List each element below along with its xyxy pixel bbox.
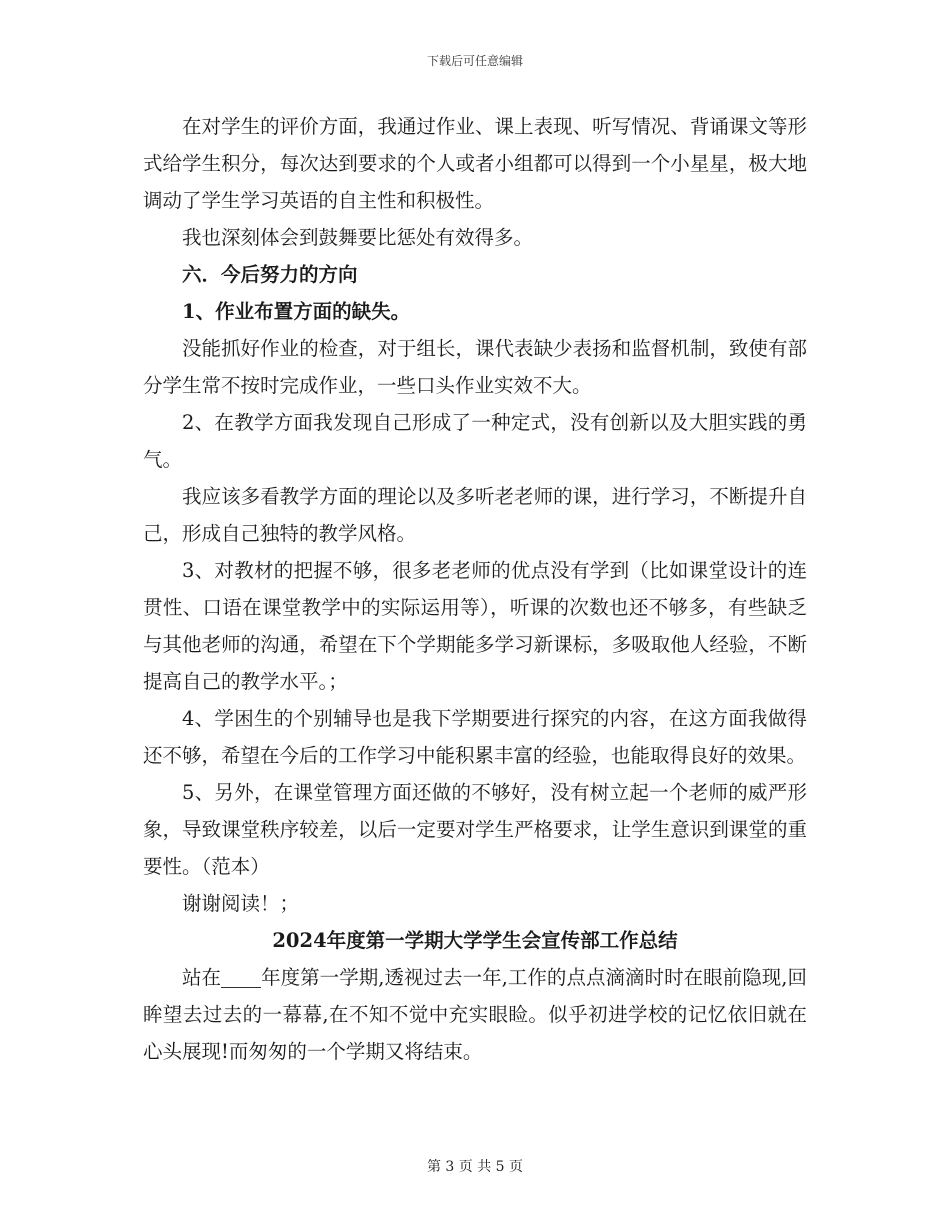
paragraph-improvement: 我应该多看教学方面的理论以及多听老老师的课，进行学习，不断提升自己，形成自己独特的教学风格。 — [143, 485, 807, 545]
paragraph-item-2: 2、在教学方面我发现自己形成了一种定式，没有创新以及大胆实践的勇气。 — [143, 411, 807, 471]
intro-text-rest: 年度第一学期,透视过去一年,工作的点点滴滴时时在眼前隐现,回眸望去过去的一幕幕,在不知不觉中充实眼睑。似乎初进学校的记忆依旧就在心头展现!而匆匆的一个学期又将结束。 — [143, 966, 807, 1063]
intro-text-start: 站在 — [182, 966, 222, 989]
document-body — [143, 108, 807, 1070]
paragraph-homework: 没能抓好作业的检查，对于组长，课代表缺少表扬和监督机制，致使有部分学生常不按时完成作业，一些口头作业实效不大。 — [143, 337, 807, 397]
paragraph-intro — [143, 959, 807, 1070]
paragraph-thanks: 谢谢阅读！； — [182, 892, 300, 915]
paragraph-encouragement: 我也深刻体会到鼓舞要比惩处有效得多。 — [182, 226, 534, 249]
paragraph-item-5: 5、另外，在课堂管理方面还做的不够好，没有树立起一个老师的威严形象，导致课堂秩序较差，以后一定要对学生严格要求，让学生意识到课堂的重要性。（范本） — [143, 781, 807, 878]
subsection-heading: 1、作业布置方面的缺失。 — [182, 300, 411, 323]
fill-blank — [221, 967, 261, 988]
section-heading: 六．今后努力的方向 — [182, 263, 358, 286]
paragraph-item-4: 4、学困生的个别辅导也是我下学期要进行探究的内容，在这方面我做得还不够，希望在今后的工作学习中能积累丰富的经验，也能取得良好的效果。 — [143, 707, 807, 767]
page-header: 下载后可任意编辑 — [426, 54, 523, 68]
document-title: 2024年度第一学期大学学生会宣传部工作总结 — [272, 929, 678, 952]
paragraph-evaluation: 在对学生的评价方面，我通过作业、课上表现、听写情况、背诵课文等形式给学生积分，每次达到要求的个人或者小组都可以得到一个小星星，极大地调动了学生学习英语的自主性和积极性。 — [143, 115, 807, 212]
paragraph-item-3: 3、对教材的把握不够，很多老老师的优点没有学到（比如课堂设计的连贯性、口语在课堂教学中的实际运用等），听课的次数也还不够多，有些缺乏与其他老师的沟通，希望在下个学期能多学习新课标，多吸取他人经验，不断提高自己的教学水平。； — [143, 559, 807, 693]
page-footer: 第 3 页 共 5 页 — [426, 1159, 524, 1175]
